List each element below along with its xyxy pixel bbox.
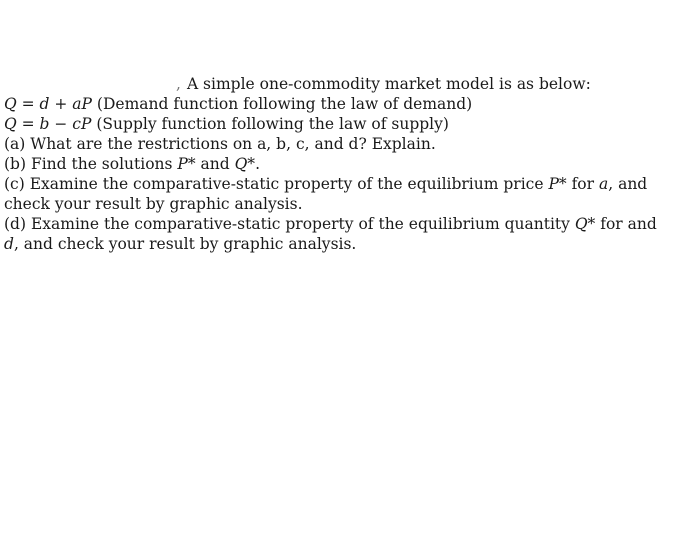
problem-statement — [4, 74, 657, 254]
part-d-line-2 — [4, 234, 644, 254]
part-c-p-star: P* — [548, 175, 567, 193]
intro-line — [4, 74, 644, 94]
demand-line — [4, 94, 644, 114]
part-b-q-star: Q* — [234, 155, 256, 173]
part-d-prefix: (d) Examine the comparative-static property of the equilibrium quantity — [4, 215, 575, 233]
supply-equation: Q = b − cP — [4, 115, 92, 133]
part-c-line-2: check your result by graphic analysis. — [4, 195, 303, 213]
part-c-prefix: (c) Examine the comparative-static property of the equilibrium price — [4, 175, 549, 193]
part-b-mid: and — [195, 155, 235, 173]
demand-note: (Demand function following the law of demand) — [96, 95, 473, 113]
supply-note: (Supply function following the law of supply) — [96, 115, 449, 133]
part-d-line-1 — [4, 214, 657, 234]
part-d-line-2-text: , and check your result by graphic analysis. — [13, 235, 357, 253]
part-c-suffix: , and — [608, 175, 648, 193]
part-b-suffix: . — [255, 155, 260, 173]
stray-mark: , — [176, 75, 181, 93]
part-d-q-star: Q* — [574, 215, 596, 233]
part-b-prefix: (b) Find the solutions — [4, 155, 178, 173]
demand-equation: Q = d + aP — [4, 95, 92, 113]
part-b — [4, 154, 644, 174]
part-c-mid: for — [566, 175, 599, 193]
part-d-suffix: for and — [595, 215, 657, 233]
intro-text: A simple one-commodity market model is as below: — [186, 75, 591, 93]
part-c-line-1 — [4, 174, 648, 194]
part-a: (a) What are the restrictions on a, b, c, and d? Explain. — [4, 135, 436, 153]
part-c-a: a — [598, 175, 609, 193]
part-b-p-star: P* — [177, 155, 196, 173]
part-d-d: d — [4, 235, 14, 253]
supply-line — [4, 114, 644, 134]
